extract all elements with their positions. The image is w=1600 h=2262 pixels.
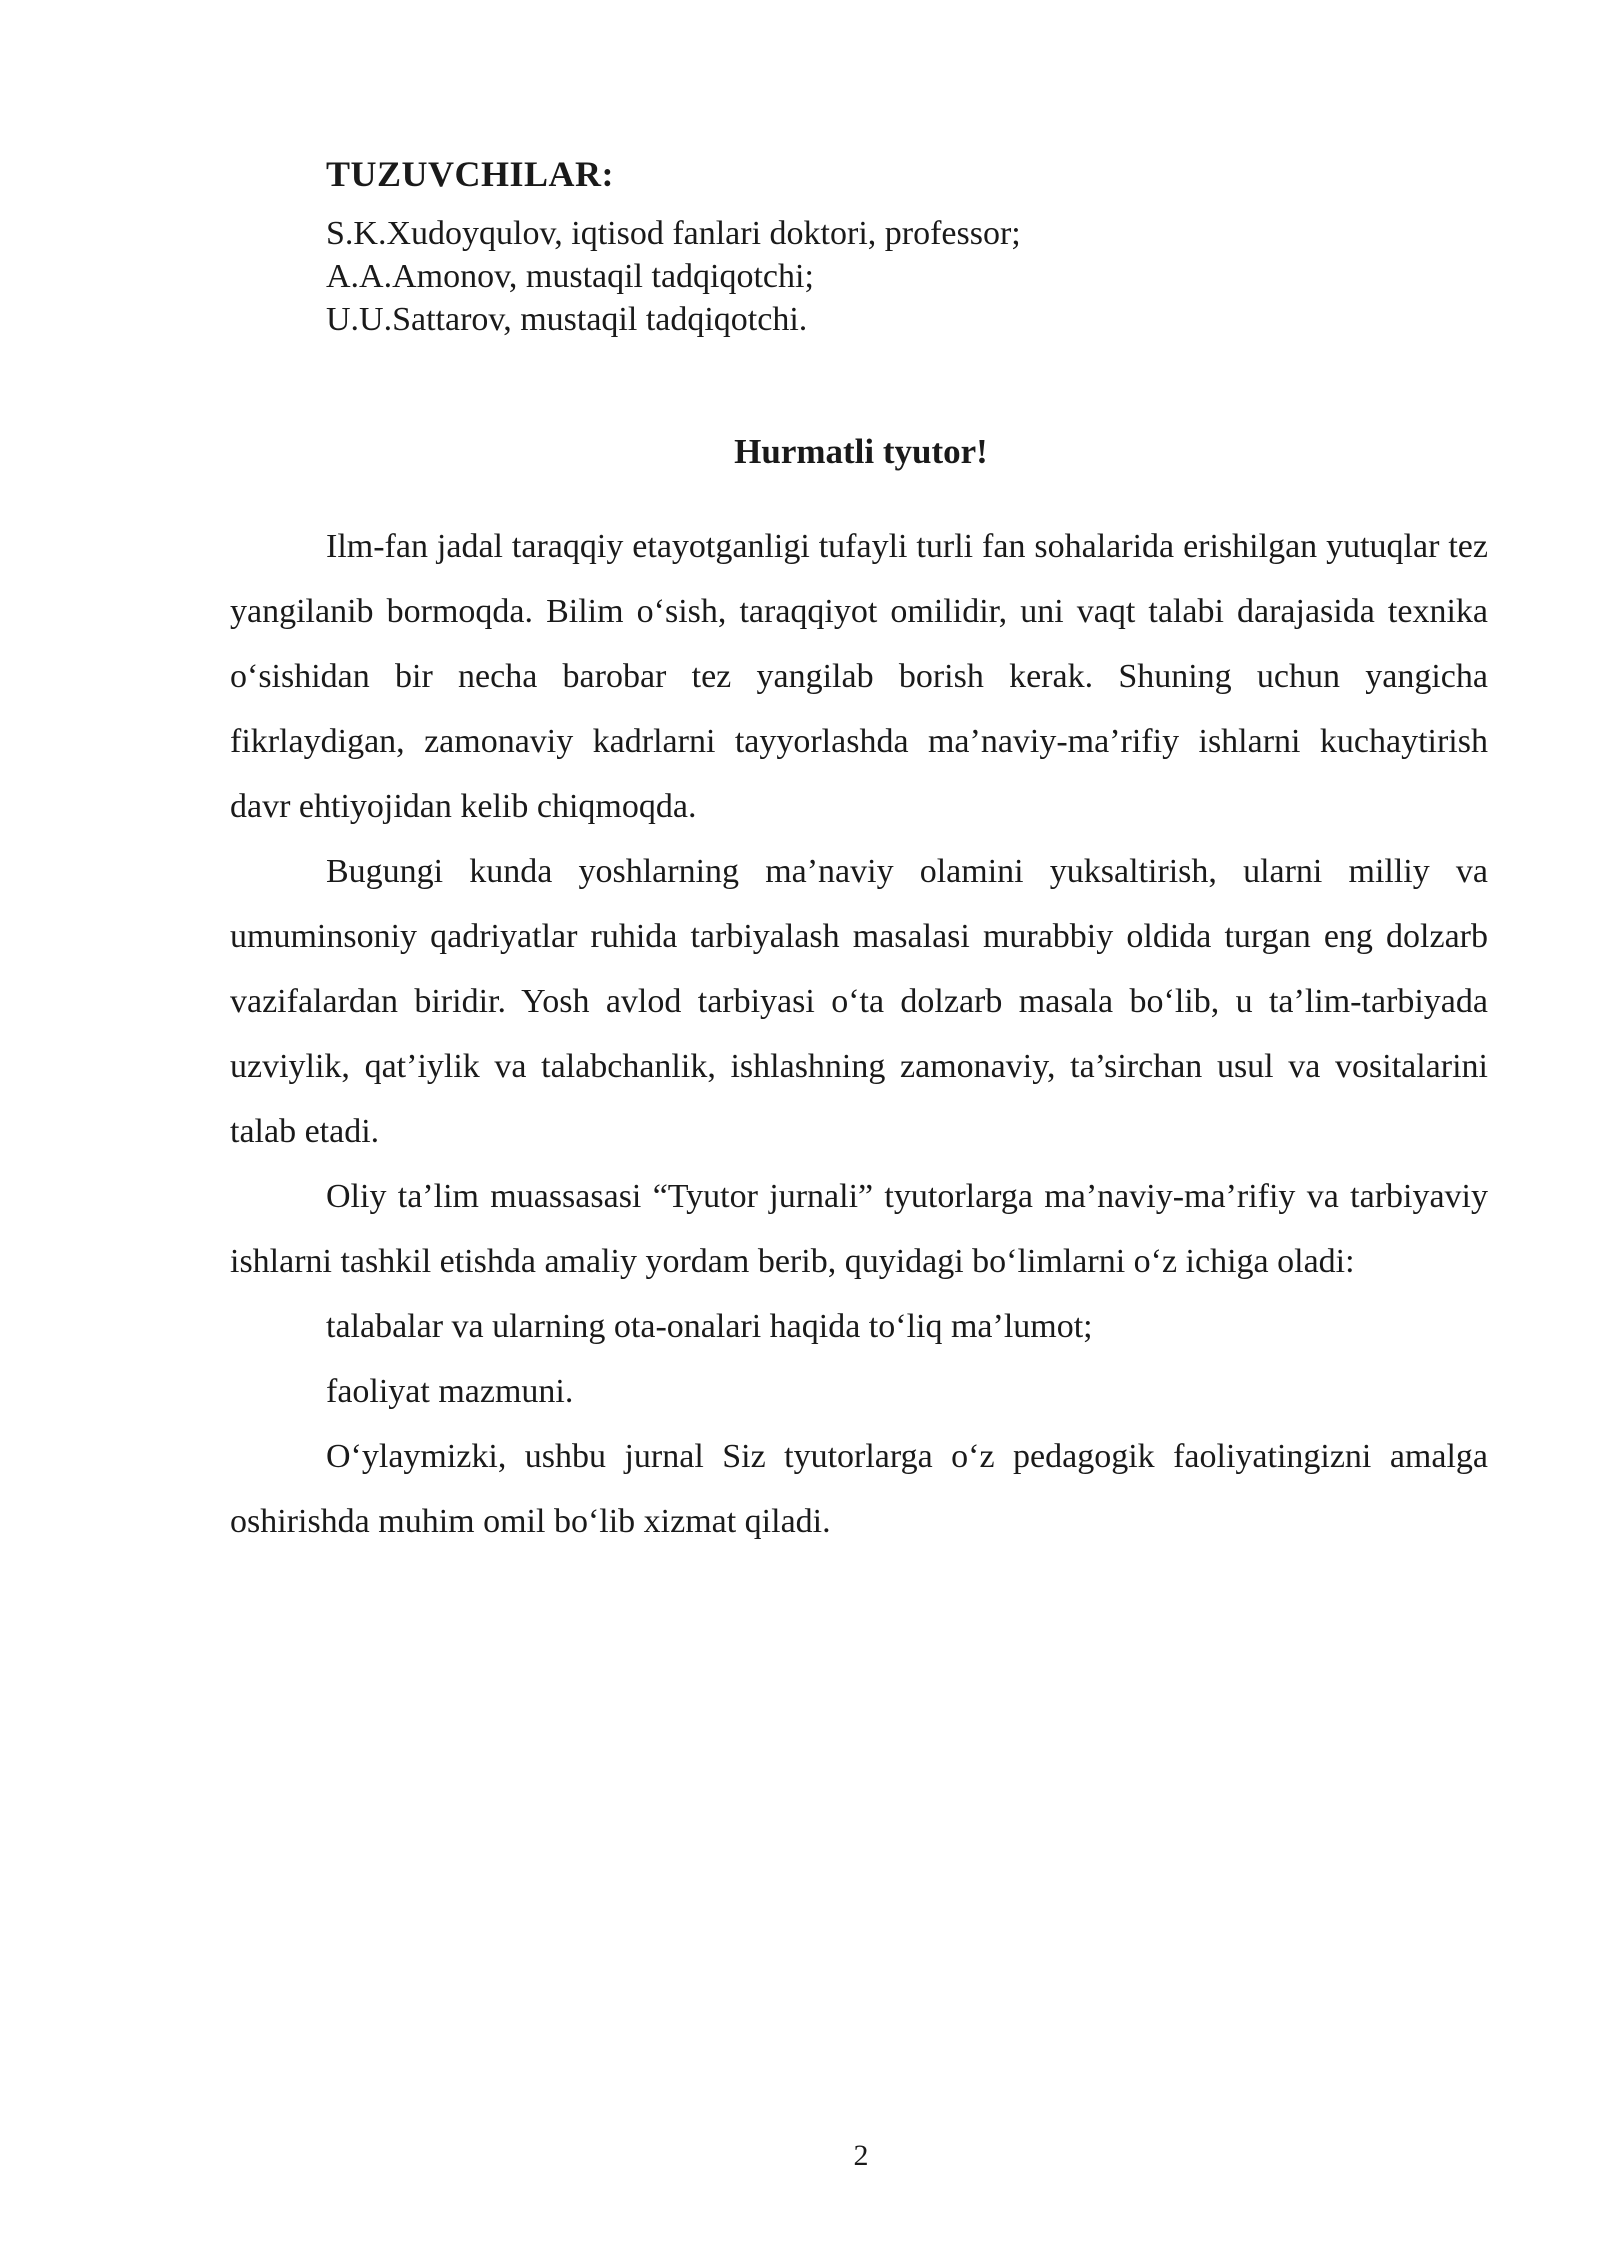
list-item: faoliyat mazmuni. xyxy=(326,1373,574,1410)
paragraph: Bugungi kunda yoshlarning ma’naviy olamini yuksaltirish, ularni milliy va umuminsoniy qadriyatlar ruhida tarbiyalash masalasi murabbiy oldida turgan eng dolzarb vazifalardan biridir. Yosh avlod tarbiyasi o‘ta dolzarb masala bo‘lib, u ta’lim-tarbiyada uzviylik, qat’iylik va talabchanlik, ishlashning zamonaviy, ta’sirchan usul va vositalarini talab etadi. xyxy=(230,853,1488,1150)
greeting-title: Hurmatli tyutor! xyxy=(734,432,988,471)
list-item: talabalar va ularning ota-onalari haqida to‘liq ma’lumot; xyxy=(326,1308,1093,1345)
closing-paragraph: O‘ylaymizki, ushbu jurnal Siz tyutorlarga o‘z pedagogik faoliyatingizni amalga oshirishda muhim omil bo‘lib xizmat qiladi. xyxy=(230,1438,1488,1540)
author-line: S.K.Xudoyqulov, iqtisod fanlari doktori, professor; xyxy=(326,215,1021,252)
author-line: U.U.Sattarov, mustaqil tadqiqotchi. xyxy=(326,301,808,338)
authors-block xyxy=(326,152,1326,341)
author-line: A.A.Amonov, mustaqil tadqiqotchi; xyxy=(326,258,814,295)
paragraph: Oliy ta’lim muassasasi “Tyutor jurnali” tyutorlarga ma’naviy-ma’rifiy va tarbiyaviy ishlarni tashkil etishda amaliy yordam berib, quyidagi bo‘limlarni o‘z ichiga oladi: xyxy=(230,1178,1488,1280)
page-number: 2 xyxy=(853,2139,869,2172)
authors-heading: TUZUVCHILAR: xyxy=(326,154,615,194)
paragraph: Ilm-fan jadal taraqqiy etayotganligi tufayli turli fan sohalarida erishilgan yutuqlar tez yangilanib bormoqda. Bilim o‘sish, taraqqiyot omilidir, uni vaqt talabi darajasida texnika o‘sishidan bir necha barobar tez yangilab borish kerak. Shuning uchun yangicha fikrlaydigan, zamonaviy kadrlarni tayyorlashda ma’naviy-ma’rifiy ishlarni kuchaytirish davr ehtiyojidan kelib chiqmoqda. xyxy=(230,528,1488,825)
body-text xyxy=(230,514,1488,1554)
